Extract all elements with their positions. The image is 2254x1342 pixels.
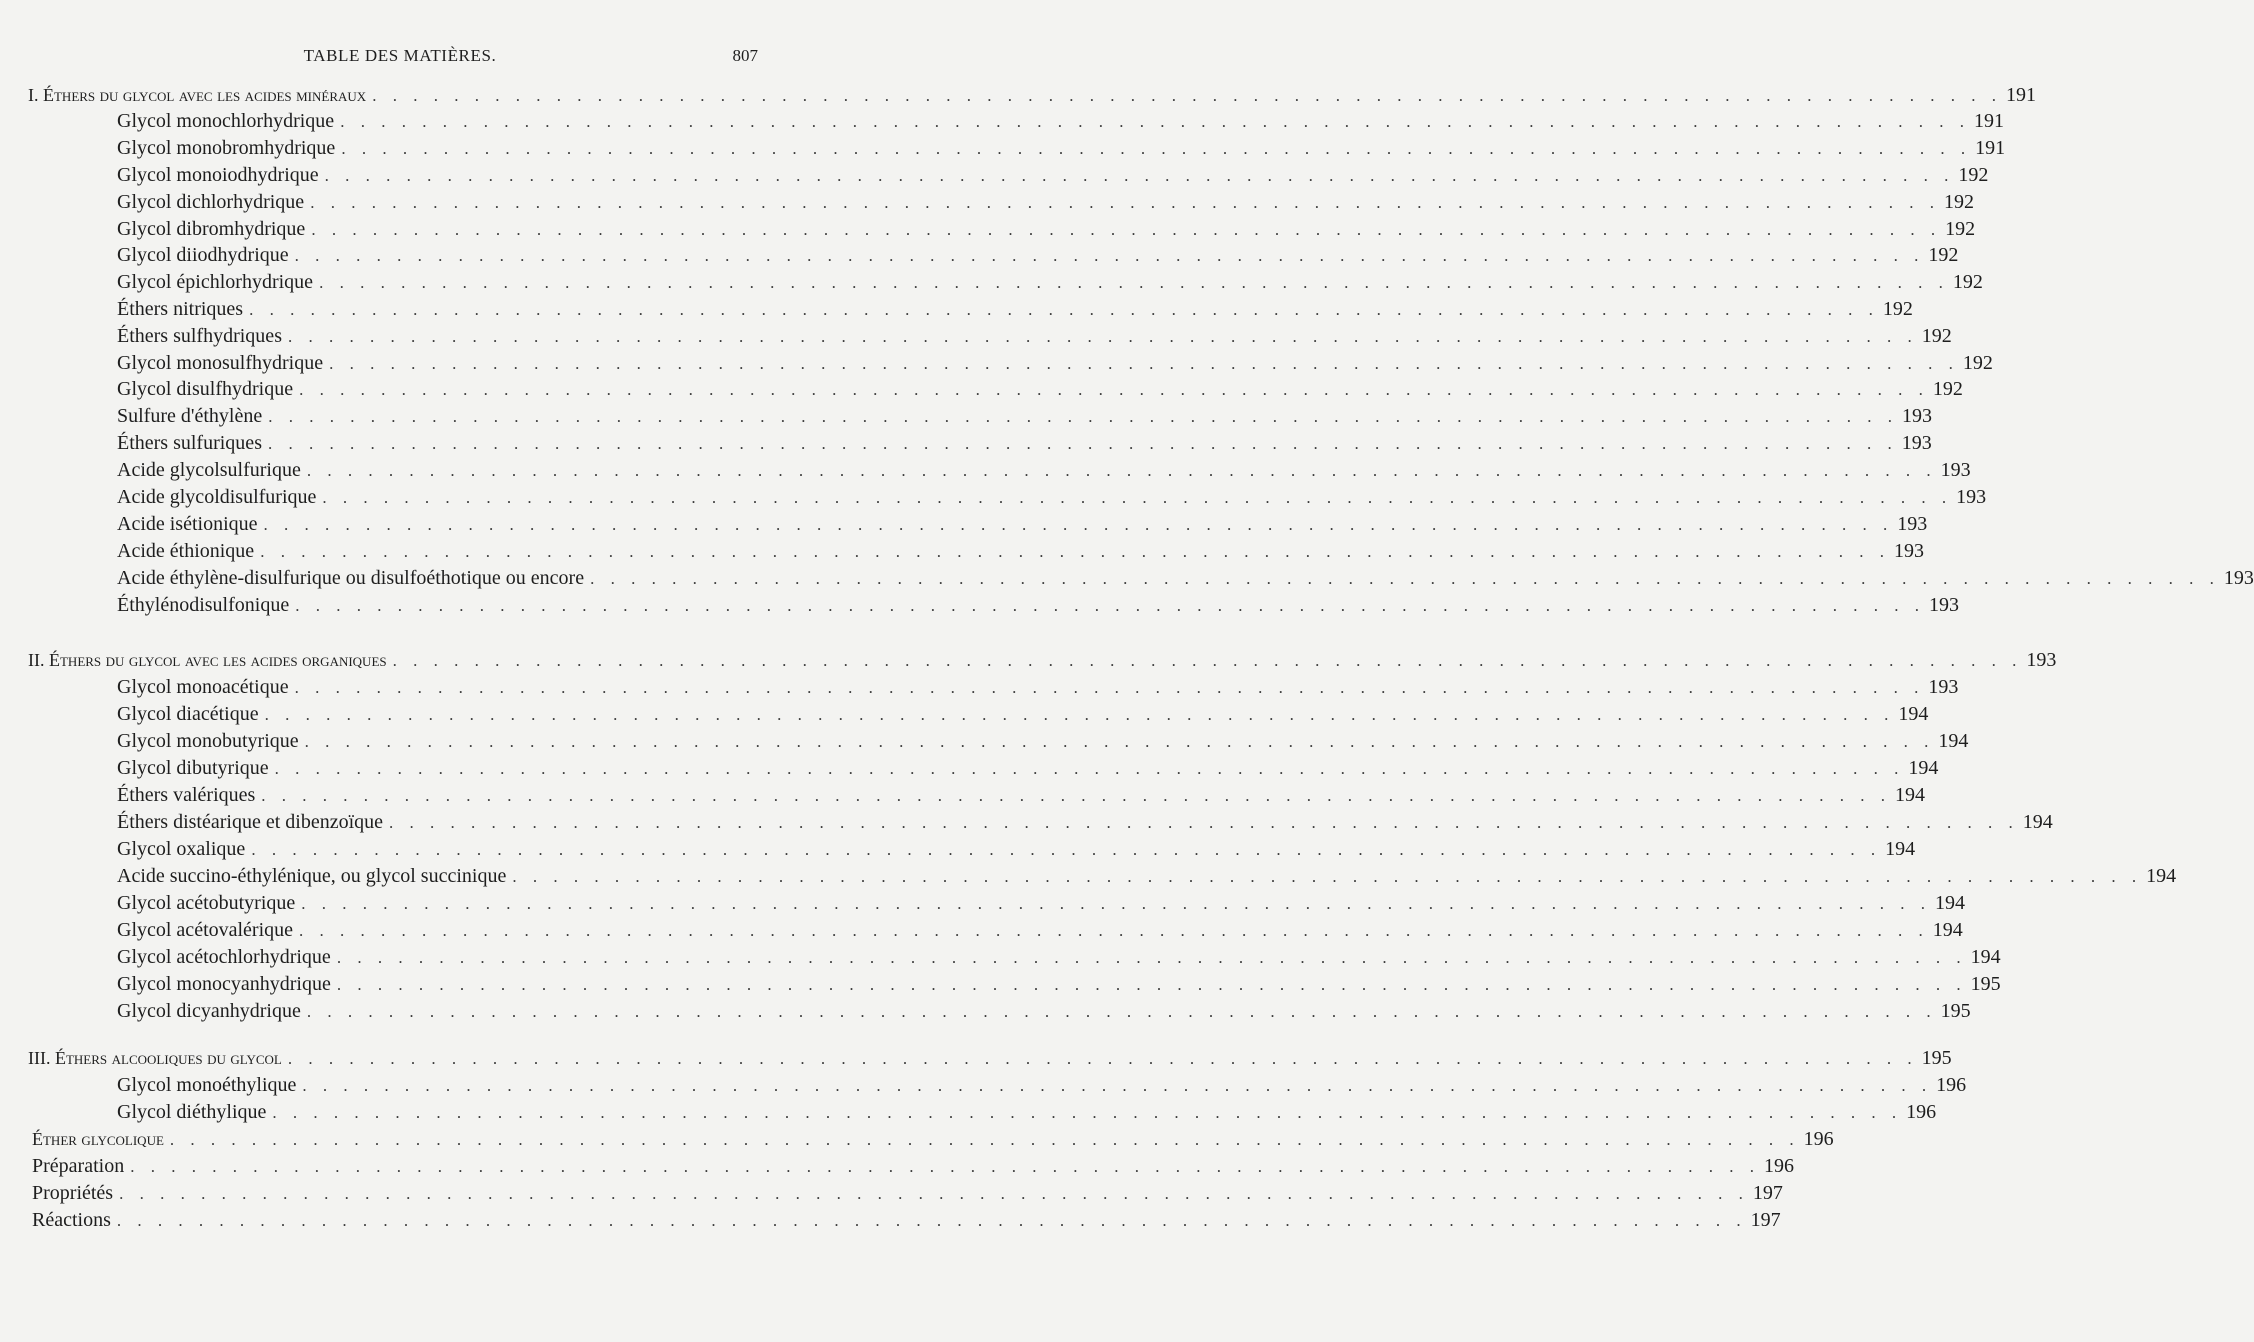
toc-row bbox=[117, 755, 1939, 782]
toc-entry-label: Glycol disulfhydrique bbox=[117, 378, 294, 400]
toc-row bbox=[117, 457, 1971, 484]
toc-page-number: 196 bbox=[1763, 1155, 1794, 1177]
toc-entry-label: Éthers nitriques bbox=[117, 298, 244, 320]
dot-leader: . . . . . . . . . . . . . . . . . . . . . . . . . . . . . . . . . . . . . . . . . . . . . . . . . . . . . . . . . . . . . . . . . . . . . . . . . . . . . . . . bbox=[119, 1184, 1749, 1203]
toc-page-number: 196 bbox=[1936, 1074, 1967, 1096]
dot-leader: . . . . . . . . . . . . . . . . . . . . . . . . . . . . . . . . . . . . . . . . . . . . . . . . . . . . . . . . . . . . . . . . . . . . . . . . . . . . . . . . bbox=[299, 380, 1929, 399]
toc-row bbox=[117, 216, 1976, 243]
toc-row bbox=[117, 350, 1993, 377]
toc-entry-label: II. Éthers du glycol avec les acides organiques bbox=[28, 650, 387, 670]
toc-page-number: 193 bbox=[1956, 486, 1987, 508]
toc-entry-label: Glycol acétovalérique bbox=[117, 919, 294, 941]
toc-entry-label: Glycol épichlorhydrique bbox=[117, 271, 314, 293]
toc-entry-label: Glycol monoacétique bbox=[117, 676, 289, 698]
toc-row bbox=[117, 674, 1959, 701]
dot-leader: . . . . . . . . . . . . . . . . . . . . . . . . . . . . . . . . . . . . . . . . . . . . . . . . . . . . . . . . . . . . . . . . . . . . . . . . . . . . . . . . bbox=[336, 948, 1967, 967]
dot-leader: . . . . . . . . . . . . . . . . . . . . . . . . . . . . . . . . . . . . . . . . . . . . . . . . . . . . . . . . . . . . . . . . . . . . . . . . . . . . . . . . bbox=[306, 461, 1937, 480]
toc-entry-label: Sulfure d'éthylène bbox=[117, 405, 263, 427]
toc-page-number: 193 bbox=[1901, 432, 1932, 454]
dot-leader: . . . . . . . . . . . . . . . . . . . . . . . . . . . . . . . . . . . . . . . . . . . . . . . . . . . . . . . . . . . . . . . . . . . . . . . . . . . . . . . . bbox=[169, 1130, 1800, 1149]
toc-entry-label: Acide éthionique bbox=[117, 540, 255, 562]
toc-page-number: 194 bbox=[2022, 811, 2053, 833]
toc-section-row bbox=[28, 1045, 1952, 1072]
dot-leader: . . . . . . . . . . . . . . . . . . . . . . . . . . . . . . . . . . . . . . . . . . . . . . . . . . . . . . . . . . . . . . . . . . . . . . . . . . . . . . . . bbox=[302, 1076, 1933, 1095]
toc-row bbox=[117, 242, 1959, 269]
toc-entry-label: Acide éthylène-disulfurique ou disulfoéthotique ou encore bbox=[117, 567, 585, 589]
toc-row bbox=[117, 296, 1913, 323]
toc-row bbox=[117, 998, 1971, 1025]
toc-row bbox=[117, 890, 1966, 917]
toc-row bbox=[117, 971, 2001, 998]
toc-entry-label: Glycol monobromhydrique bbox=[117, 137, 336, 159]
toc-row bbox=[117, 269, 1983, 296]
toc-page-number: 192 bbox=[1928, 244, 1959, 266]
toc-entry-label: Acide isétionique bbox=[117, 513, 258, 535]
toc-row bbox=[117, 1099, 1937, 1126]
toc-page-number: 194 bbox=[1932, 919, 1963, 941]
dot-leader: . . . . . . . . . . . . . . . . . . . . . . . . . . . . . . . . . . . . . . . . . . . . . . . . . . . . . . . . . . . . . . . . . . . . . . . . . . . . . . . . bbox=[311, 220, 1942, 239]
dot-leader: . . . . . . . . . . . . . . . . . . . . . . . . . . . . . . . . . . . . . . . . . . . . . . . . . . . . . . . . . . . . . . . . . . . . . . . . . . . . . . . . bbox=[272, 1103, 1903, 1122]
toc-page-number: 194 bbox=[1885, 838, 1916, 860]
toc-page-number: 193 bbox=[1893, 540, 1924, 562]
dot-leader: . . . . . . . . . . . . . . . . . . . . . . . . . . . . . . . . . . . . . . . . . . . . . . . . . . . . . . . . . . . . . . . . . . . . . . . . . . . . . . . . bbox=[287, 1049, 1918, 1068]
dot-leader: . . . . . . . . . . . . . . . . . . . . . . . . . . . . . . . . . . . . . . . . . . . . . . . . . . . . . . . . . . . . . . . . . . . . . . . . . . . . . . . . bbox=[392, 651, 2023, 670]
page-title: TABLE DES MATIÈRES. bbox=[303, 46, 497, 65]
toc-entry-label: Acide succino-éthylénique, ou glycol succinique bbox=[117, 865, 507, 887]
dot-leader: . . . . . . . . . . . . . . . . . . . . . . . . . . . . . . . . . . . . . . . . . . . . . . . . . . . . . . . . . . . . . . . . . . . . . . . . . . . . . . . . bbox=[299, 921, 1929, 940]
toc-row bbox=[117, 430, 1932, 457]
toc-row bbox=[117, 701, 1929, 728]
dot-leader: . . . . . . . . . . . . . . . . . . . . . . . . . . . . . . . . . . . . . . . . . . . . . . . . . . . . . . . . . . . . . . . . . . . . . . . . . . . . . . . . bbox=[267, 434, 1898, 453]
toc-page-number: 193 bbox=[2223, 567, 2254, 589]
dot-leader: . . . . . . . . . . . . . . . . . . . . . . . . . . . . . . . . . . . . . . . . . . . . . . . . . . . . . . . . . . . . . . . . . . . . . . . . . . . . . . . . bbox=[310, 193, 1940, 212]
toc-row bbox=[117, 484, 1987, 511]
dot-leader: . . . . . . . . . . . . . . . . . . . . . . . . . . . . . . . . . . . . . . . . . . . . . . . . . . . . . . . . . . . . . . . . . . . . . . . . . . . . . . . . bbox=[324, 166, 1955, 185]
toc-entry-label: Glycol acétobutyrique bbox=[117, 892, 296, 914]
toc-section-row bbox=[28, 82, 2036, 109]
toc-page-number: 192 bbox=[1962, 352, 1993, 374]
dot-leader: . . . . . . . . . . . . . . . . . . . . . . . . . . . . . . . . . . . . . . . . . . . . . . . . . . . . . . . . . . . . . . . . . . . . . . . . . . . . . . . . bbox=[130, 1157, 1760, 1176]
toc-entry-label: Glycol dibromhydrique bbox=[117, 218, 306, 240]
dot-leader: . . . . . . . . . . . . . . . . . . . . . . . . . . . . . . . . . . . . . . . . . . . . . . . . . . . . . . . . . . . . . . . . . . . . . . . . . . . . . . . . bbox=[306, 1002, 1937, 1021]
dot-leader: . . . . . . . . . . . . . . . . . . . . . . . . . . . . . . . . . . . . . . . . . . . . . . . . . . . . . . . . . . . . . . . . . . . . . . . . . . . . . . . . bbox=[264, 705, 1895, 724]
toc-entry-label: Glycol diacétique bbox=[117, 703, 259, 725]
toc-entry-label: Glycol acétochlorhydrique bbox=[117, 946, 331, 968]
toc-entry-label: Éthers valériques bbox=[117, 784, 256, 806]
dot-leader: . . . . . . . . . . . . . . . . . . . . . . . . . . . . . . . . . . . . . . . . . . . . . . . . . . . . . . . . . . . . . . . . . . . . . . . . . . . . . . . . bbox=[287, 327, 1918, 346]
dot-leader: . . . . . . . . . . . . . . . . . . . . . . . . . . . . . . . . . . . . . . . . . . . . . . . . . . . . . . . . . . . . . . . . . . . . . . . . . . . . . . . . bbox=[372, 86, 2002, 105]
toc-page-number: 194 bbox=[1908, 757, 1939, 779]
toc-row bbox=[117, 189, 1974, 216]
toc-page-number: 196 bbox=[1906, 1101, 1937, 1123]
toc-row bbox=[32, 1126, 1834, 1153]
toc-page-number: 194 bbox=[1895, 784, 1926, 806]
toc-entry-label: Glycol oxalique bbox=[117, 838, 246, 860]
toc-page-number: 195 bbox=[1921, 1047, 1952, 1069]
page-number: 807 bbox=[732, 46, 758, 65]
toc-page-number: 194 bbox=[2146, 865, 2177, 887]
toc-row bbox=[117, 836, 1916, 863]
toc-page-number: 192 bbox=[1882, 298, 1913, 320]
dot-leader: . . . . . . . . . . . . . . . . . . . . . . . . . . . . . . . . . . . . . . . . . . . . . . . . . . . . . . . . . . . . . . . . . . . . . . . . . . . . . . . . bbox=[251, 840, 1882, 859]
toc-row bbox=[117, 782, 1926, 809]
dot-leader: . . . . . . . . . . . . . . . . . . . . . . . . . . . . . . . . . . . . . . . . . . . . . . . . . . . . . . . . . . . . . . . . . . . . . . . . . . . . . . . . bbox=[389, 813, 2019, 832]
toc-row bbox=[117, 1072, 1967, 1099]
dot-leader: . . . . . . . . . . . . . . . . . . . . . . . . . . . . . . . . . . . . . . . . . . . . . . . . . . . . . . . . . . . . . . . . . . . . . . . . . . . . . . . . bbox=[263, 515, 1894, 534]
toc-page-number: 194 bbox=[1970, 946, 2001, 968]
toc-page-number: 195 bbox=[1940, 1000, 1971, 1022]
toc-row bbox=[117, 108, 2004, 135]
toc-row bbox=[117, 565, 2254, 592]
toc-row bbox=[117, 944, 2001, 971]
toc-row bbox=[117, 135, 2006, 162]
toc-row bbox=[117, 162, 1989, 189]
toc-row bbox=[117, 592, 1959, 619]
toc-page-number: 193 bbox=[1928, 594, 1959, 616]
toc-entry-label: Réactions bbox=[32, 1209, 111, 1231]
toc-entry-label: Glycol monobutyrique bbox=[117, 730, 299, 752]
toc-entry-label: Acide glycoldisulfurique bbox=[117, 486, 317, 508]
dot-leader: . . . . . . . . . . . . . . . . . . . . . . . . . . . . . . . . . . . . . . . . . . . . . . . . . . . . . . . . . . . . . . . . . . . . . . . . . . . . . . . . bbox=[340, 112, 1970, 131]
toc-page-number: 197 bbox=[1752, 1182, 1783, 1204]
dot-leader: . . . . . . . . . . . . . . . . . . . . . . . . . . . . . . . . . . . . . . . . . . . . . . . . . . . . . . . . . . . . . . . . . . . . . . . . . . . . . . . . bbox=[294, 678, 1925, 697]
dot-leader: . . . . . . . . . . . . . . . . . . . . . . . . . . . . . . . . . . . . . . . . . . . . . . . . . . . . . . . . . . . . . . . . . . . . . . . . . . . . . . . . bbox=[261, 786, 1892, 805]
toc-page-number: 196 bbox=[1803, 1128, 1834, 1150]
toc-entry-label: I. Éthers du glycol avec les acides minéraux bbox=[28, 85, 367, 105]
toc-entry-label: Glycol diéthylique bbox=[117, 1101, 267, 1123]
toc-entry-label: Glycol dicyanhydrique bbox=[117, 1000, 301, 1022]
toc-page-number: 194 bbox=[1898, 703, 1929, 725]
dot-leader: . . . . . . . . . . . . . . . . . . . . . . . . . . . . . . . . . . . . . . . . . . . . . . . . . . . . . . . . . . . . . . . . . . . . . . . . . . . . . . . . bbox=[341, 139, 1972, 158]
toc-page-number: 193 bbox=[1940, 459, 1971, 481]
dot-leader: . . . . . . . . . . . . . . . . . . . . . . . . . . . . . . . . . . . . . . . . . . . . . . . . . . . . . . . . . . . . . . . . . . . . . . . . . . . . . . . . bbox=[319, 273, 1949, 292]
toc-page-number: 193 bbox=[1928, 676, 1959, 698]
dot-leader: . . . . . . . . . . . . . . . . . . . . . . . . . . . . . . . . . . . . . . . . . . . . . . . . . . . . . . . . . . . . . . . . . . . . . . . . . . . . . . . . bbox=[268, 407, 1898, 426]
dot-leader: . . . . . . . . . . . . . . . . . . . . . . . . . . . . . . . . . . . . . . . . . . . . . . . . . . . . . . . . . . . . . . . . . . . . . . . . . . . . . . . . bbox=[294, 246, 1925, 265]
toc-page-number: 194 bbox=[1935, 892, 1966, 914]
toc-row bbox=[117, 809, 2053, 836]
toc-entry-label: Glycol dichlorhydrique bbox=[117, 191, 305, 213]
toc-page-number: 192 bbox=[1932, 378, 1963, 400]
toc-entry-label: Éthers sulfuriques bbox=[117, 432, 262, 454]
toc-entry-label: Glycol monosulfhydrique bbox=[117, 352, 324, 374]
toc-page-number: 195 bbox=[1970, 973, 2001, 995]
toc-entry-label: Acide glycolsulfurique bbox=[117, 459, 301, 481]
dot-leader: . . . . . . . . . . . . . . . . . . . . . . . . . . . . . . . . . . . . . . . . . . . . . . . . . . . . . . . . . . . . . . . . . . . . . . . . . . . . . . . . bbox=[274, 759, 1905, 778]
toc-page-number: 192 bbox=[1943, 191, 1974, 213]
toc-page-number: 193 bbox=[1901, 405, 1932, 427]
toc-row bbox=[117, 323, 1952, 350]
dot-leader: . . . . . . . . . . . . . . . . . . . . . . . . . . . . . . . . . . . . . . . . . . . . . . . . . . . . . . . . . . . . . . . . . . . . . . . . . . . . . . . . bbox=[336, 975, 1967, 994]
toc-page-number: 192 bbox=[1945, 218, 1976, 240]
toc-entry-label: Préparation bbox=[32, 1155, 125, 1177]
toc-row bbox=[117, 917, 1963, 944]
dot-leader: . . . . . . . . . . . . . . . . . . . . . . . . . . . . . . . . . . . . . . . . . . . . . . . . . . . . . . . . . . . . . . . . . . . . . . . . . . . . . . . . bbox=[301, 894, 1932, 913]
toc-entry-label: Glycol diiodhydrique bbox=[117, 244, 289, 266]
toc-entry-label: Éthers sulfhydriques bbox=[117, 325, 282, 347]
toc-row bbox=[117, 538, 1924, 565]
dot-leader: . . . . . . . . . . . . . . . . . . . . . . . . . . . . . . . . . . . . . . . . . . . . . . . . . . . . . . . . . . . . . . . . . . . . . . . . . . . . . . . . bbox=[329, 354, 1959, 373]
toc-row bbox=[32, 1153, 1794, 1180]
dot-leader: . . . . . . . . . . . . . . . . . . . . . . . . . . . . . . . . . . . . . . . . . . . . . . . . . . . . . . . . . . . . . . . . . . . . . . . . . . . . . . . . bbox=[512, 867, 2143, 886]
toc-page-number: 194 bbox=[1938, 730, 1969, 752]
toc-row bbox=[117, 403, 1932, 430]
toc-entry-label: Éthylénodisulfonique bbox=[117, 594, 290, 616]
toc-entry-label: Glycol monoéthylique bbox=[117, 1074, 297, 1096]
toc-page-number: 191 bbox=[1973, 110, 2004, 132]
toc-page-number: 193 bbox=[2026, 649, 2057, 671]
dot-leader: . . . . . . . . . . . . . . . . . . . . . . . . . . . . . . . . . . . . . . . . . . . . . . . . . . . . . . . . . . . . . . . . . . . . . . . . . . . . . . . . bbox=[590, 569, 2220, 588]
dot-leader: . . . . . . . . . . . . . . . . . . . . . . . . . . . . . . . . . . . . . . . . . . . . . . . . . . . . . . . . . . . . . . . . . . . . . . . . . . . . . . . . bbox=[249, 300, 1879, 319]
toc-page-number: 191 bbox=[2005, 84, 2036, 106]
toc-row bbox=[117, 511, 1928, 538]
toc-row bbox=[32, 1207, 1781, 1234]
toc-section-row bbox=[28, 647, 2057, 674]
toc-row bbox=[117, 376, 1963, 403]
toc-page-number: 192 bbox=[1952, 271, 1983, 293]
toc-entry-label: Glycol monocyanhydrique bbox=[117, 973, 331, 995]
toc-row bbox=[117, 863, 2177, 890]
toc-row bbox=[32, 1180, 1783, 1207]
dot-leader: . . . . . . . . . . . . . . . . . . . . . . . . . . . . . . . . . . . . . . . . . . . . . . . . . . . . . . . . . . . . . . . . . . . . . . . . . . . . . . . . bbox=[116, 1211, 1747, 1230]
dot-leader: . . . . . . . . . . . . . . . . . . . . . . . . . . . . . . . . . . . . . . . . . . . . . . . . . . . . . . . . . . . . . . . . . . . . . . . . . . . . . . . . bbox=[304, 732, 1935, 751]
toc-entry-label: III. Éthers alcooliques du glycol bbox=[28, 1048, 282, 1068]
toc-entry-label: Éthers distéarique et dibenzoïque bbox=[117, 811, 384, 833]
toc-entry-label: Glycol monochlorhydrique bbox=[117, 110, 335, 132]
toc-row bbox=[117, 728, 1969, 755]
toc-entry-label: Glycol dibutyrique bbox=[117, 757, 269, 779]
toc-page-number: 192 bbox=[1958, 164, 1989, 186]
dot-leader: . . . . . . . . . . . . . . . . . . . . . . . . . . . . . . . . . . . . . . . . . . . . . . . . . . . . . . . . . . . . . . . . . . . . . . . . . . . . . . . . bbox=[322, 488, 1953, 507]
dot-leader: . . . . . . . . . . . . . . . . . . . . . . . . . . . . . . . . . . . . . . . . . . . . . . . . . . . . . . . . . . . . . . . . . . . . . . . . . . . . . . . . bbox=[295, 596, 1925, 615]
toc-page-number: 191 bbox=[1975, 137, 2006, 159]
toc-page-number: 197 bbox=[1750, 1209, 1781, 1231]
toc-entry-label: Propriétés bbox=[32, 1182, 114, 1204]
toc-entry-label: Glycol monoiodhydrique bbox=[117, 164, 319, 186]
toc-page-number: 192 bbox=[1921, 325, 1952, 347]
toc-page-number: 193 bbox=[1897, 513, 1928, 535]
toc-entry-label: Éther glycolique bbox=[32, 1129, 164, 1149]
dot-leader: . . . . . . . . . . . . . . . . . . . . . . . . . . . . . . . . . . . . . . . . . . . . . . . . . . . . . . . . . . . . . . . . . . . . . . . . . . . . . . . . bbox=[260, 542, 1890, 561]
